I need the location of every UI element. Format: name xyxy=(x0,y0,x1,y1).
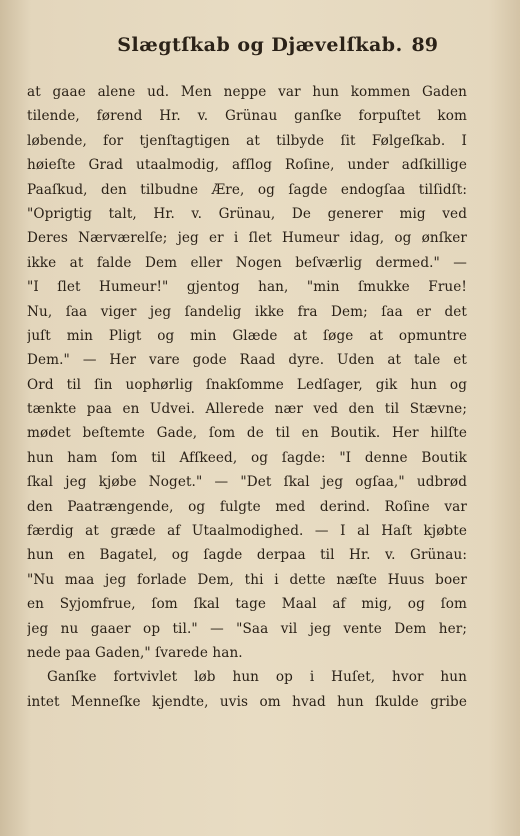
text-line: færdig at græde af Utaalmodighed. — I al Haſt kjøbte xyxy=(27,523,467,540)
text-line: Ord til ſin uophørlig ſnakſomme Ledſager, gik hun og xyxy=(27,376,467,393)
text-line: den Paatrængende, og fulgte med derind. Roſine var xyxy=(27,498,467,515)
text-line: jeg nu gaaer op til." — "Saa vil jeg vente Dem her; xyxy=(27,620,467,637)
text-line: nede paa Gaden," ſvarede han. xyxy=(27,644,243,661)
running-head xyxy=(0,28,520,68)
text-line: hun ham ſom til Afſkeed, og ſagde: "I denne Boutik xyxy=(27,449,467,466)
text-line: høieſte Grad utaalmodig, afſlog Roſine, under adſkillige xyxy=(27,157,467,174)
text-line: tilende, førend Hr. v. Grünau ganſke forpuſtet kom xyxy=(27,108,467,125)
text-line: ikke at falde Dem eller Nogen beſværlig dermed." — xyxy=(27,254,467,271)
text-line: Ganſke fortvivlet løb hun op i Huſet, hvor hun xyxy=(47,669,467,686)
running-title: Slægtſkab og Djævelſkab. xyxy=(117,34,403,56)
text-line: "Nu maa jeg forlade Dem, thi i dette næſte Huus boer xyxy=(27,571,467,588)
text-line: en Syjomfrue, ſom ſkal tage Maal af mig, og ſom xyxy=(27,596,467,613)
body-text xyxy=(27,80,467,714)
text-line: løbende, for tjenſtagtigen at tilbyde ſit Følgeſkab. I xyxy=(27,132,467,149)
text-line: hun en Bagatel, og ſagde derpaa til Hr. v. Grünau: xyxy=(27,547,467,564)
text-line: at gaae alene ud. Men neppe var hun kommen Gaden xyxy=(27,84,467,100)
text-line: ſkal jeg kjøbe Noget." — "Det ſkal jeg ogſaa," udbrød xyxy=(27,474,467,491)
text-line: Nu, ſaa viger jeg ſandelig ikke fra Dem; ſaa er det xyxy=(27,303,467,320)
text-line: juſt min Pligt og min Glæde at ſøge at opmuntre xyxy=(27,327,467,344)
text-line: tænkte paa en Udvei. Allerede nær ved den til Stævne; xyxy=(27,401,467,418)
text-line: mødet beſtemte Gade, ſom de til en Boutik. Her hilſte xyxy=(27,425,467,442)
text-line: Deres Nærværelſe; jeg er i ſlet Humeur idag, og ønſker xyxy=(27,230,467,247)
text-line: Paaſkud, den tilbudne Ære, og ſagde endogſaa tilſidſt: xyxy=(27,181,467,198)
text-line: intet Menneſke kjendte, uvis om hvad hun ſkulde gribe xyxy=(27,693,467,710)
text-line: "I ſlet Humeur!" gjentog han, "min ſmukke Frue! xyxy=(27,279,467,296)
text-line: "Oprigtig talt, Hr. v. Grünau, De generer mig ved xyxy=(27,205,467,222)
text-line: Dem." — Her vare gode Raad dyre. Uden at tale et xyxy=(27,352,467,369)
page-number: 89 xyxy=(411,34,438,56)
